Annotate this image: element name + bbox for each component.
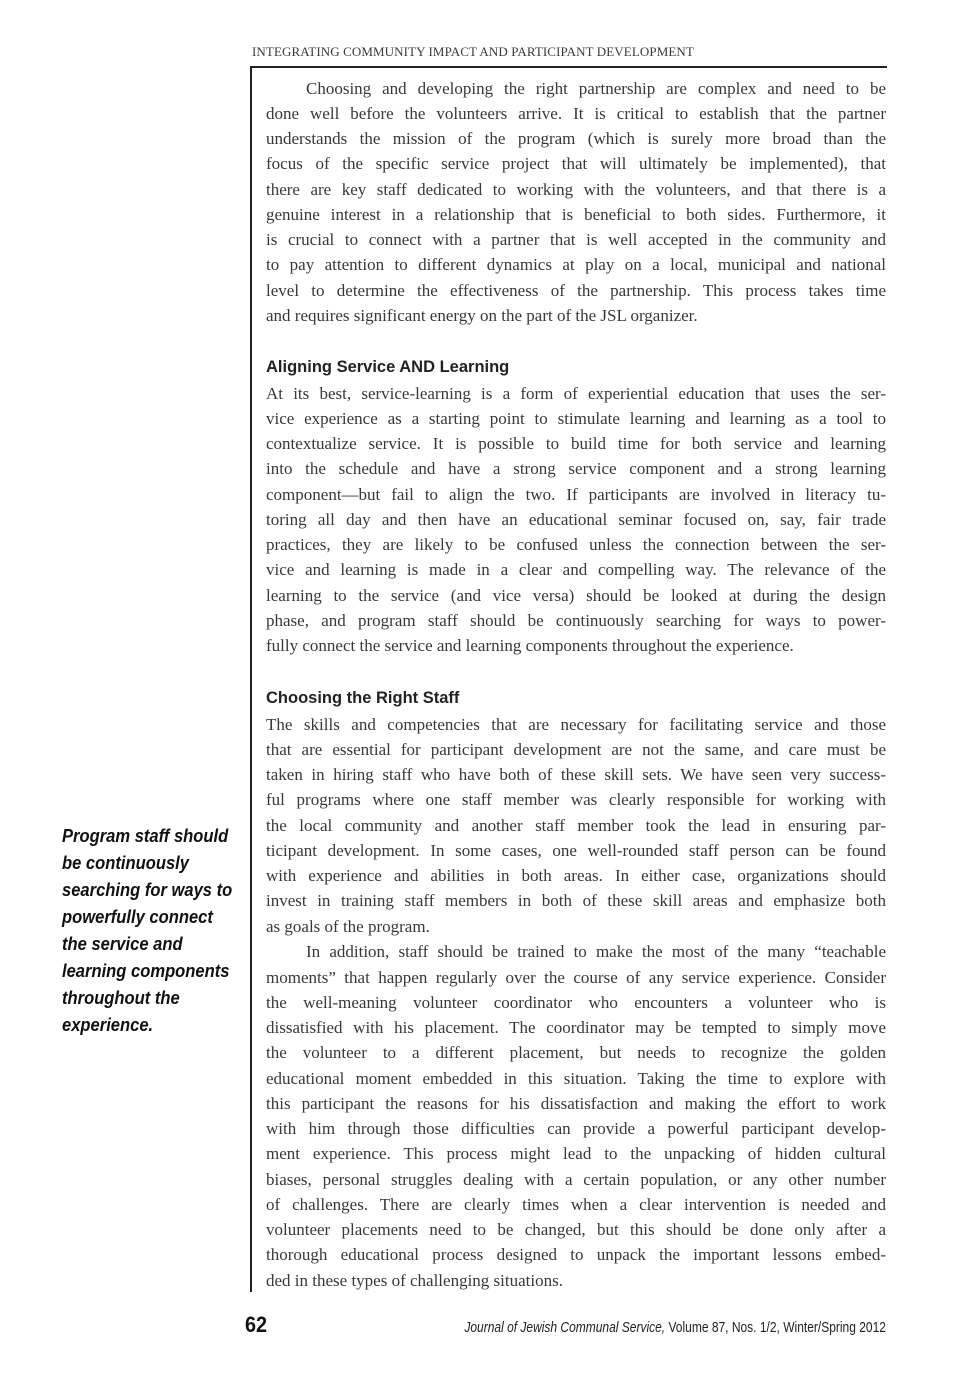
pull-quote-line: Program staff should	[62, 826, 229, 846]
section-heading-aligning: Aligning Service AND Learning	[266, 358, 510, 376]
text-line: invest in training staff members in both of these skill areas and emphasize both	[266, 891, 886, 911]
text-line: ment experience. This process might lead to the unpacking of hidden cultural	[266, 1144, 886, 1164]
aligning-paragraph	[266, 381, 886, 659]
pull-quote	[62, 823, 237, 1039]
text-line: At its best, service-learning is a form of experiential education that uses the ser-	[266, 383, 886, 403]
pull-quote-line: the service and	[62, 934, 183, 954]
text-line: as goals of the program.	[266, 916, 430, 936]
text-line: done well before the volunteers arrive. It is critical to establish that the partner	[266, 103, 886, 123]
pull-quote-line: searching for ways to	[62, 880, 233, 900]
text-line: level to determine the effectiveness of the partnership. This process takes time	[266, 280, 886, 300]
text-line: focus of the specific service project that will ultimately be implemented), that	[266, 154, 886, 174]
text-line: moments” that happen regularly over the course of any service experience. Consider	[266, 967, 886, 987]
text-line: practices, they are likely to be confused unless the connection between the ser-	[266, 535, 886, 554]
text-line: that are essential for participant development are not the same, and care must be	[266, 739, 886, 759]
text-line: the well-meaning volunteer coordinator who encounters a volunteer who is	[266, 992, 886, 1012]
pull-quote-line: experience.	[62, 1015, 154, 1035]
text-line: Choosing and developing the right partnership are complex and need to be	[306, 78, 886, 98]
journal-issue: Volume 87, Nos. 1/2, Winter/Spring 2012	[665, 1319, 886, 1336]
text-line: volunteer placements need to be changed, but this should be done only after a	[266, 1220, 886, 1240]
header-rule	[250, 66, 887, 68]
text-line: biases, personal struggles dealing with a certain population, or any other number	[266, 1169, 886, 1189]
text-line: understands the mission of the program (which is surely more broad than the	[266, 129, 886, 148]
text-line: The skills and competencies that are necessary for facilitating service and those	[266, 714, 886, 734]
text-line: the local community and another staff member took the lead in ensuring par-	[266, 815, 886, 835]
text-line: is crucial to connect with a partner that is well accepted in the community and	[266, 230, 886, 249]
text-line: the volunteer to a different placement, but needs to recognize the golden	[266, 1043, 886, 1063]
text-line: contextualize service. It is possible to build time for both service and learning	[266, 434, 886, 453]
column-rule	[250, 66, 252, 1292]
text-line: fully connect the service and learning components throughout the experience.	[266, 636, 794, 655]
text-line: vice and learning is made in a clear and compelling way. The relevance of the	[266, 560, 886, 580]
pull-quote-line: powerfully connect	[62, 907, 213, 927]
text-line: dissatisfied with his placement. The coordinator may be tempted to simply move	[266, 1018, 886, 1038]
text-line: ticipant development. In some cases, one well-rounded staff person can be found	[266, 840, 886, 860]
text-line: learning to the service (and vice versa) should be looked at during the design	[266, 585, 886, 605]
text-line: this participant the reasons for his dissatisfaction and making the effort to work	[266, 1093, 886, 1113]
journal-citation	[464, 1318, 886, 1338]
pull-quote-line: learning components	[62, 961, 230, 981]
section-heading-staff: Choosing the Right Staff	[266, 689, 460, 707]
text-line: component—but fail to align the two. If participants are involved in literacy tu-	[266, 484, 886, 504]
text-line: toring all day and then have an educational seminar focused on, say, fair trade	[266, 509, 886, 529]
text-line: genuine interest in a relationship that is beneficial to both sides. Furthermore, it	[266, 204, 886, 224]
text-line: vice experience as a starting point to stimulate learning and learning as a tool to	[266, 408, 886, 428]
pull-quote-line: be continuously	[62, 853, 189, 873]
page-number: 62	[245, 1312, 268, 1337]
text-line: and requires significant energy on the part of the JSL organizer.	[266, 305, 698, 325]
text-line: educational moment embedded in this situation. Taking the time to explore with	[266, 1068, 886, 1088]
text-line: phase, and program staff should be continuously searching for ways to power-	[266, 610, 886, 630]
text-line: ded in these types of challenging situations.	[266, 1270, 563, 1290]
text-line: there are key staff dedicated to working with the volunteers, and that there is a	[266, 179, 886, 199]
pull-quote-line: throughout the	[62, 988, 180, 1008]
text-line: thorough educational process designed to unpack the important lessons embed-	[266, 1245, 886, 1265]
text-line: with experience and abilities in both areas. In either case, organizations should	[266, 866, 886, 885]
text-line: ful programs where one staff member was clearly responsible for working with	[266, 790, 886, 810]
intro-paragraph	[266, 76, 886, 329]
staff-paragraph-1	[266, 712, 886, 939]
text-line: with him through those difficulties can provide a powerful participant develop-	[266, 1119, 886, 1139]
text-line: of challenges. There are clearly times when a clear intervention is needed and	[266, 1194, 886, 1214]
running-header: INTEGRATING COMMUNITY IMPACT AND PARTICIPANT DEVELOPMENT	[252, 44, 694, 59]
text-line: taken in hiring staff who have both of these skill sets. We have seen very success-	[266, 765, 886, 784]
journal-title: Journal of Jewish Communal Service,	[464, 1319, 666, 1336]
staff-paragraph-2	[266, 939, 886, 1293]
text-line: to pay attention to different dynamics at play on a local, municipal and national	[266, 255, 886, 275]
text-line: In addition, staff should be trained to make the most of the many “teachable	[306, 942, 886, 962]
text-line: into the schedule and have a strong service component and a strong learning	[266, 459, 886, 479]
